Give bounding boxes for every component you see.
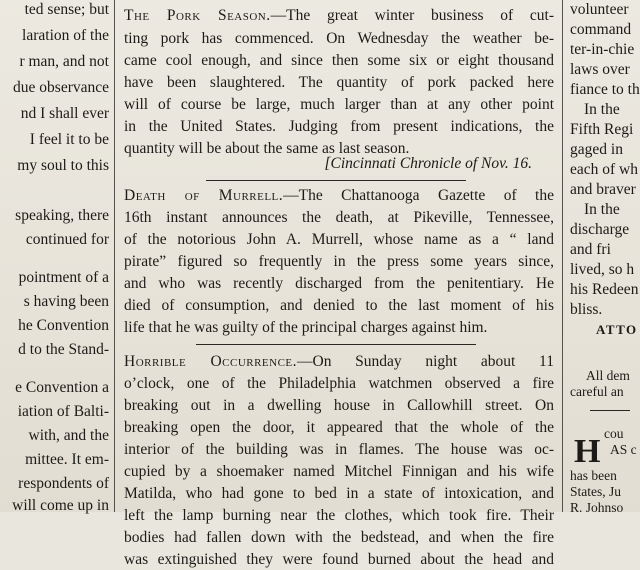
right-line: each of wh [570, 161, 638, 178]
article-pork-line: in the United States. Judging from present indications, the [124, 118, 554, 135]
article-pork-line: ting pork has commenced. On Wednesday the weather be- [124, 30, 554, 47]
article-heading: Death of Murrell. [124, 187, 284, 204]
right-column [566, 0, 640, 515]
article-occurrence-line: Matilda, who had gone to bed in a state of intoxication, and [124, 485, 554, 502]
left-line: I feel it to be [29, 131, 109, 148]
right-line: Fifth Regi [570, 121, 634, 138]
article-signature: [Cincinnati Chronicle of Nov. 16. [324, 155, 532, 172]
article-occurrence-line: breaking out in a dwelling house in Callowhill street. On [124, 397, 554, 414]
right-line: cou [604, 426, 624, 441]
left-line: s having been [23, 293, 109, 310]
article-heading: The Pork Season. [124, 7, 271, 24]
article-pork-line: quantity will be about the same as last season. [124, 140, 410, 157]
right-line: In the [584, 101, 620, 118]
article-murrell-line: Death of Murrell.—The Chattanooga Gazette of the [124, 187, 554, 204]
column-rule [114, 0, 115, 512]
column-rule [562, 0, 563, 512]
article-occurrence-line: left the lamp burning near the clothes, which took fire. Their [124, 507, 554, 524]
left-line: my soul to this [17, 157, 109, 174]
right-line: and fri [570, 241, 611, 258]
left-column [0, 0, 112, 512]
right-line: lived, so h [570, 261, 635, 278]
right-line: discharge [570, 221, 630, 238]
right-line: careful an [570, 384, 624, 399]
middle-column [116, 0, 560, 568]
article-murrell-line: died of consumption, and denied to the last moment of his [124, 297, 554, 314]
article-occurrence-line: cupied by a shoemaker named Mitchel Finnigan and his wife [124, 463, 554, 480]
article-separator [206, 180, 466, 181]
right-line: AS c [610, 442, 637, 457]
left-line: mittee. It em- [25, 451, 109, 468]
right-line: In the [584, 201, 620, 218]
article-murrell-line: pirate” figured so frequently in the press some years since, [124, 253, 554, 270]
right-line: has been [570, 468, 617, 483]
article-murrell-line: and who was recently discharged from the penitentiary. He [124, 275, 554, 292]
left-line: due observance [13, 79, 109, 96]
right-line: ter-in-chie [570, 41, 635, 58]
article-pork-line: came cool enough, and since then some six or eight thousand [124, 52, 554, 69]
article-occurrence-line: breaking open the door, it appeared that the whole of the [124, 419, 554, 436]
article-pork-line: The Pork Season.—The great winter business of cut- [124, 7, 554, 24]
right-line: bliss. [570, 301, 603, 318]
article-separator [196, 344, 476, 345]
right-line: and braver [570, 181, 636, 198]
left-line: will come up in [12, 497, 109, 514]
left-line: iation of Balti- [17, 403, 109, 420]
left-line: he Convention [18, 317, 109, 334]
section-heading: ATTO [596, 322, 638, 337]
right-line: volunteer [570, 1, 629, 18]
article-occurrence-line: was extinguished they were found burned about the head and [124, 551, 554, 568]
article-murrell-line: of the notorious John A. Murrell, whose name as a “ land [124, 231, 554, 248]
article-occurrence-line: bodies had fallen down with the bedstead, and when the fire [124, 529, 554, 546]
left-line: respondents of [18, 475, 109, 492]
left-line: laration of the [22, 27, 109, 44]
left-line: pointment of a [18, 269, 109, 286]
left-line: d to the Stand- [18, 341, 109, 358]
right-line: R. Johnso [570, 500, 624, 515]
drop-cap: H [574, 433, 601, 470]
left-line: ted sense; but [24, 1, 109, 18]
section-separator [590, 410, 630, 411]
left-line: e Convention a [15, 379, 109, 396]
left-line: continued for [25, 231, 109, 248]
left-line: r man, and not [19, 53, 109, 70]
article-occurrence-line: o’clock, one of the Philadelphia watchmen observed a fire [124, 375, 554, 392]
right-line: States, Ju [570, 484, 622, 499]
left-line: with, and the [28, 427, 109, 444]
right-line: laws over [570, 61, 630, 78]
article-pork-line: have been slaughtered. The quantity of pork packed here [124, 74, 554, 91]
right-line: gaged in [570, 141, 623, 158]
right-line: All dem [586, 368, 630, 383]
article-pork-line: will of course be large, much larger than at any other point [124, 96, 554, 113]
article-occurrence-line: Horrible Occurrence.—On Sunday night about 11 [124, 353, 554, 370]
left-line: nd I shall ever [20, 105, 109, 122]
article-occurrence-line: interior of the building was in flames. The house was oc- [124, 441, 554, 458]
article-heading: Horrible Occurrence. [124, 353, 298, 370]
article-murrell-line: life that he was guilty of the principal charges against him. [124, 319, 488, 336]
right-line: command [570, 21, 632, 38]
right-line: fiance to th [570, 81, 640, 98]
article-murrell-line: 16th instant announces the death, at Pikeville, Tennessee, [124, 209, 554, 226]
right-line: his Redeen [570, 281, 639, 298]
left-line: speaking, there [15, 207, 109, 224]
